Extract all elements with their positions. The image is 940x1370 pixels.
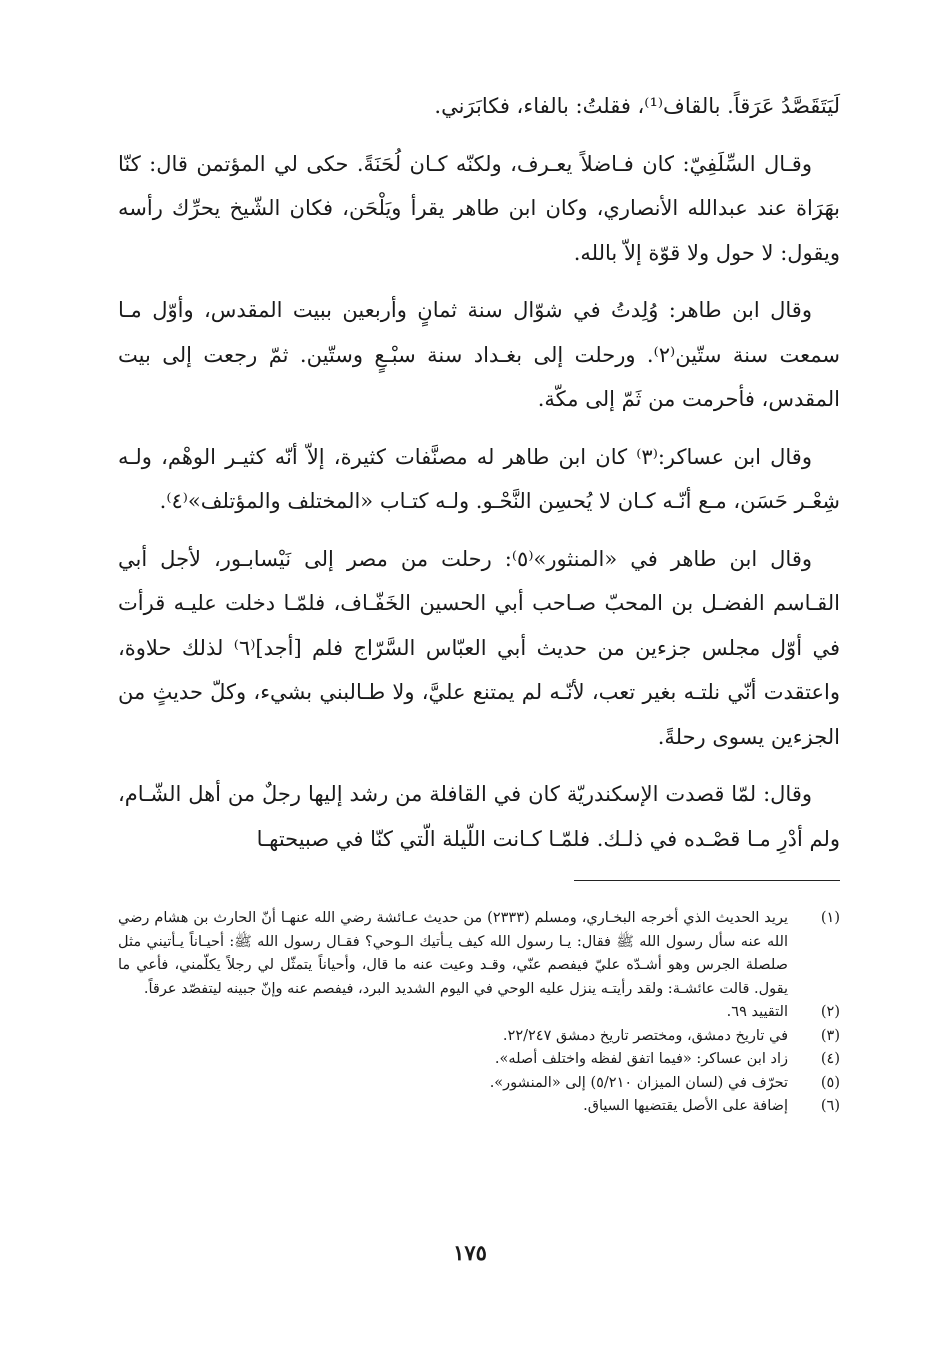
footnote-text: التقييد ٦٩. [726,1004,788,1020]
paragraph: وقال ابن عساكر:⁽٣⁾ كان ابن طاهر له مصنَّفات كثيرة، إلاّ أنّه كثيـر الوهْم، ولـه شِعْـر حَسَن، مـع أنّـه كـان لا يُحسِن النَّحْـو. ولـه كتـاب «المختلف والمؤتلف»⁽٤⁾. [118,444,840,513]
paragraph: وقـال السِّلَفِيّ: كان فـاضلاً يعـرف، ولكنّه كـان لُحَنَةً. حكى لي المؤتمن قال: كنّا بهَرَاة عند عبدالله الأنصاري، وكان ابن طاهر يقرأ ويَلْحَن، فكان الشّيخ يحرِّك رأسه ويقول: لا حول ولا قوّة إلاّ بالله. [118,151,840,265]
footnote-item [118,1025,840,1049]
footnote-text: يريد الحديث الذي أخرجه البخـاري، ومسلم (٢٣٣٣) من حديث عـائشة رضي الله عنهـا أنّ الحارث بن هشام رضي الله عنه سأل رسول الله ﷺ فقال: يـا رسول الله كيف يـأتيك الـوحي؟ فقـال رسول الله ﷺ: أحيـاناً يـأتيني مثل صلصلة الجرس وهو أشـدّه عليّ فيفصم عنّي، وقـد وعيت عنه ما قال، وأحياناً يتمثّل لي رجلاً يكلّمني، فأعي ما يقول. قالت عائشـة: ولقد رأيتـه ينزل عليه الوحي في اليوم الشديد البرد، فيفصم عنه وإنّ جبينه ليتفصّد عرقاً. [118,910,788,997]
footnote-text: تحرّف في (لسان الميزان ٥/٢١٠) إلى «المنشور». [489,1074,788,1091]
main-text [118,84,840,874]
footnote-item [118,1001,840,1025]
footnote-number: (٦) [820,1098,840,1114]
footnote-item [118,1095,840,1119]
footnote-item [118,1072,840,1096]
paragraph: وقال ابن طاهر: وُلِدتُ في شوّال سنة ثمانٍ وأربعين ببيت المقدس، وأوّل مـا سمعت سنة ستّين⁽٢⁾. ورحلت إلى بغـداد سنة سبْـعٍ وستّين. ثمّ رجعت إلى بيت المقدس، فأحرمت من ثَمّ إلى مكّة. [118,298,840,411]
footnote-number: (٤) [820,1051,840,1067]
footnote-number: (١) [820,910,840,926]
paragraph: وقال: لمّا قصدت الإسكندريّة كان في القافلة من رشد إليها رجلٌ من أهل الشّـام، ولم أدْرِ مـا قصْـده في ذلـك. فلمّـا كـانت اللّيلة الّتي كنّا في صبيحتهـا [118,782,840,851]
footnote-number: (٢) [820,1004,840,1020]
footnote-number: (٣) [820,1027,840,1044]
page-number: ١٧٥ [453,1240,487,1265]
footnote-text: في تاريخ دمشق، ومختصر تاريخ دمشق ٢٢/٢٤٧. [502,1027,788,1044]
footnote-item [118,907,840,1001]
paragraph: وقال ابن طاهر في «المنثور»⁽٥⁾: رحلت من مصر إلى نَيْسابـور، لأجل أبي القـاسم الفضـل بن المحبّ صـاحب أبي الحسين الخَفّـاف، فلمّـا دخلت عليـه قرأت في أوّل مجلس جزءين من حديث أبي العبّاس السَّرّاج فلم [أجد]⁽٦⁾ لذلك حلاوة، واعتقدت أنّي نلتـه بغير تعب، لأنّـه لم يمتنع عليَّ، ولا طـالبني بشيء، وكلّ حديثٍ من الجزءين يسوى رحلةً. [118,546,840,749]
footnote-item [118,1048,840,1072]
paragraph: لَيَتَقَصَّدُ عَرَقاً. بالقاف⁽¹⁾، فقلتُ: بالفاء، فكابَرَني. [434,94,840,118]
footnote-text: إضافة على الأصل يقتضيها السياق. [583,1098,788,1114]
footnote-separator [574,880,840,881]
footnote-number: (٥) [820,1074,840,1091]
footnotes [118,907,840,1119]
footnote-text: زاد ابن عساكر: «فيما اتفق لفظه واختلف أصله». [494,1051,788,1067]
